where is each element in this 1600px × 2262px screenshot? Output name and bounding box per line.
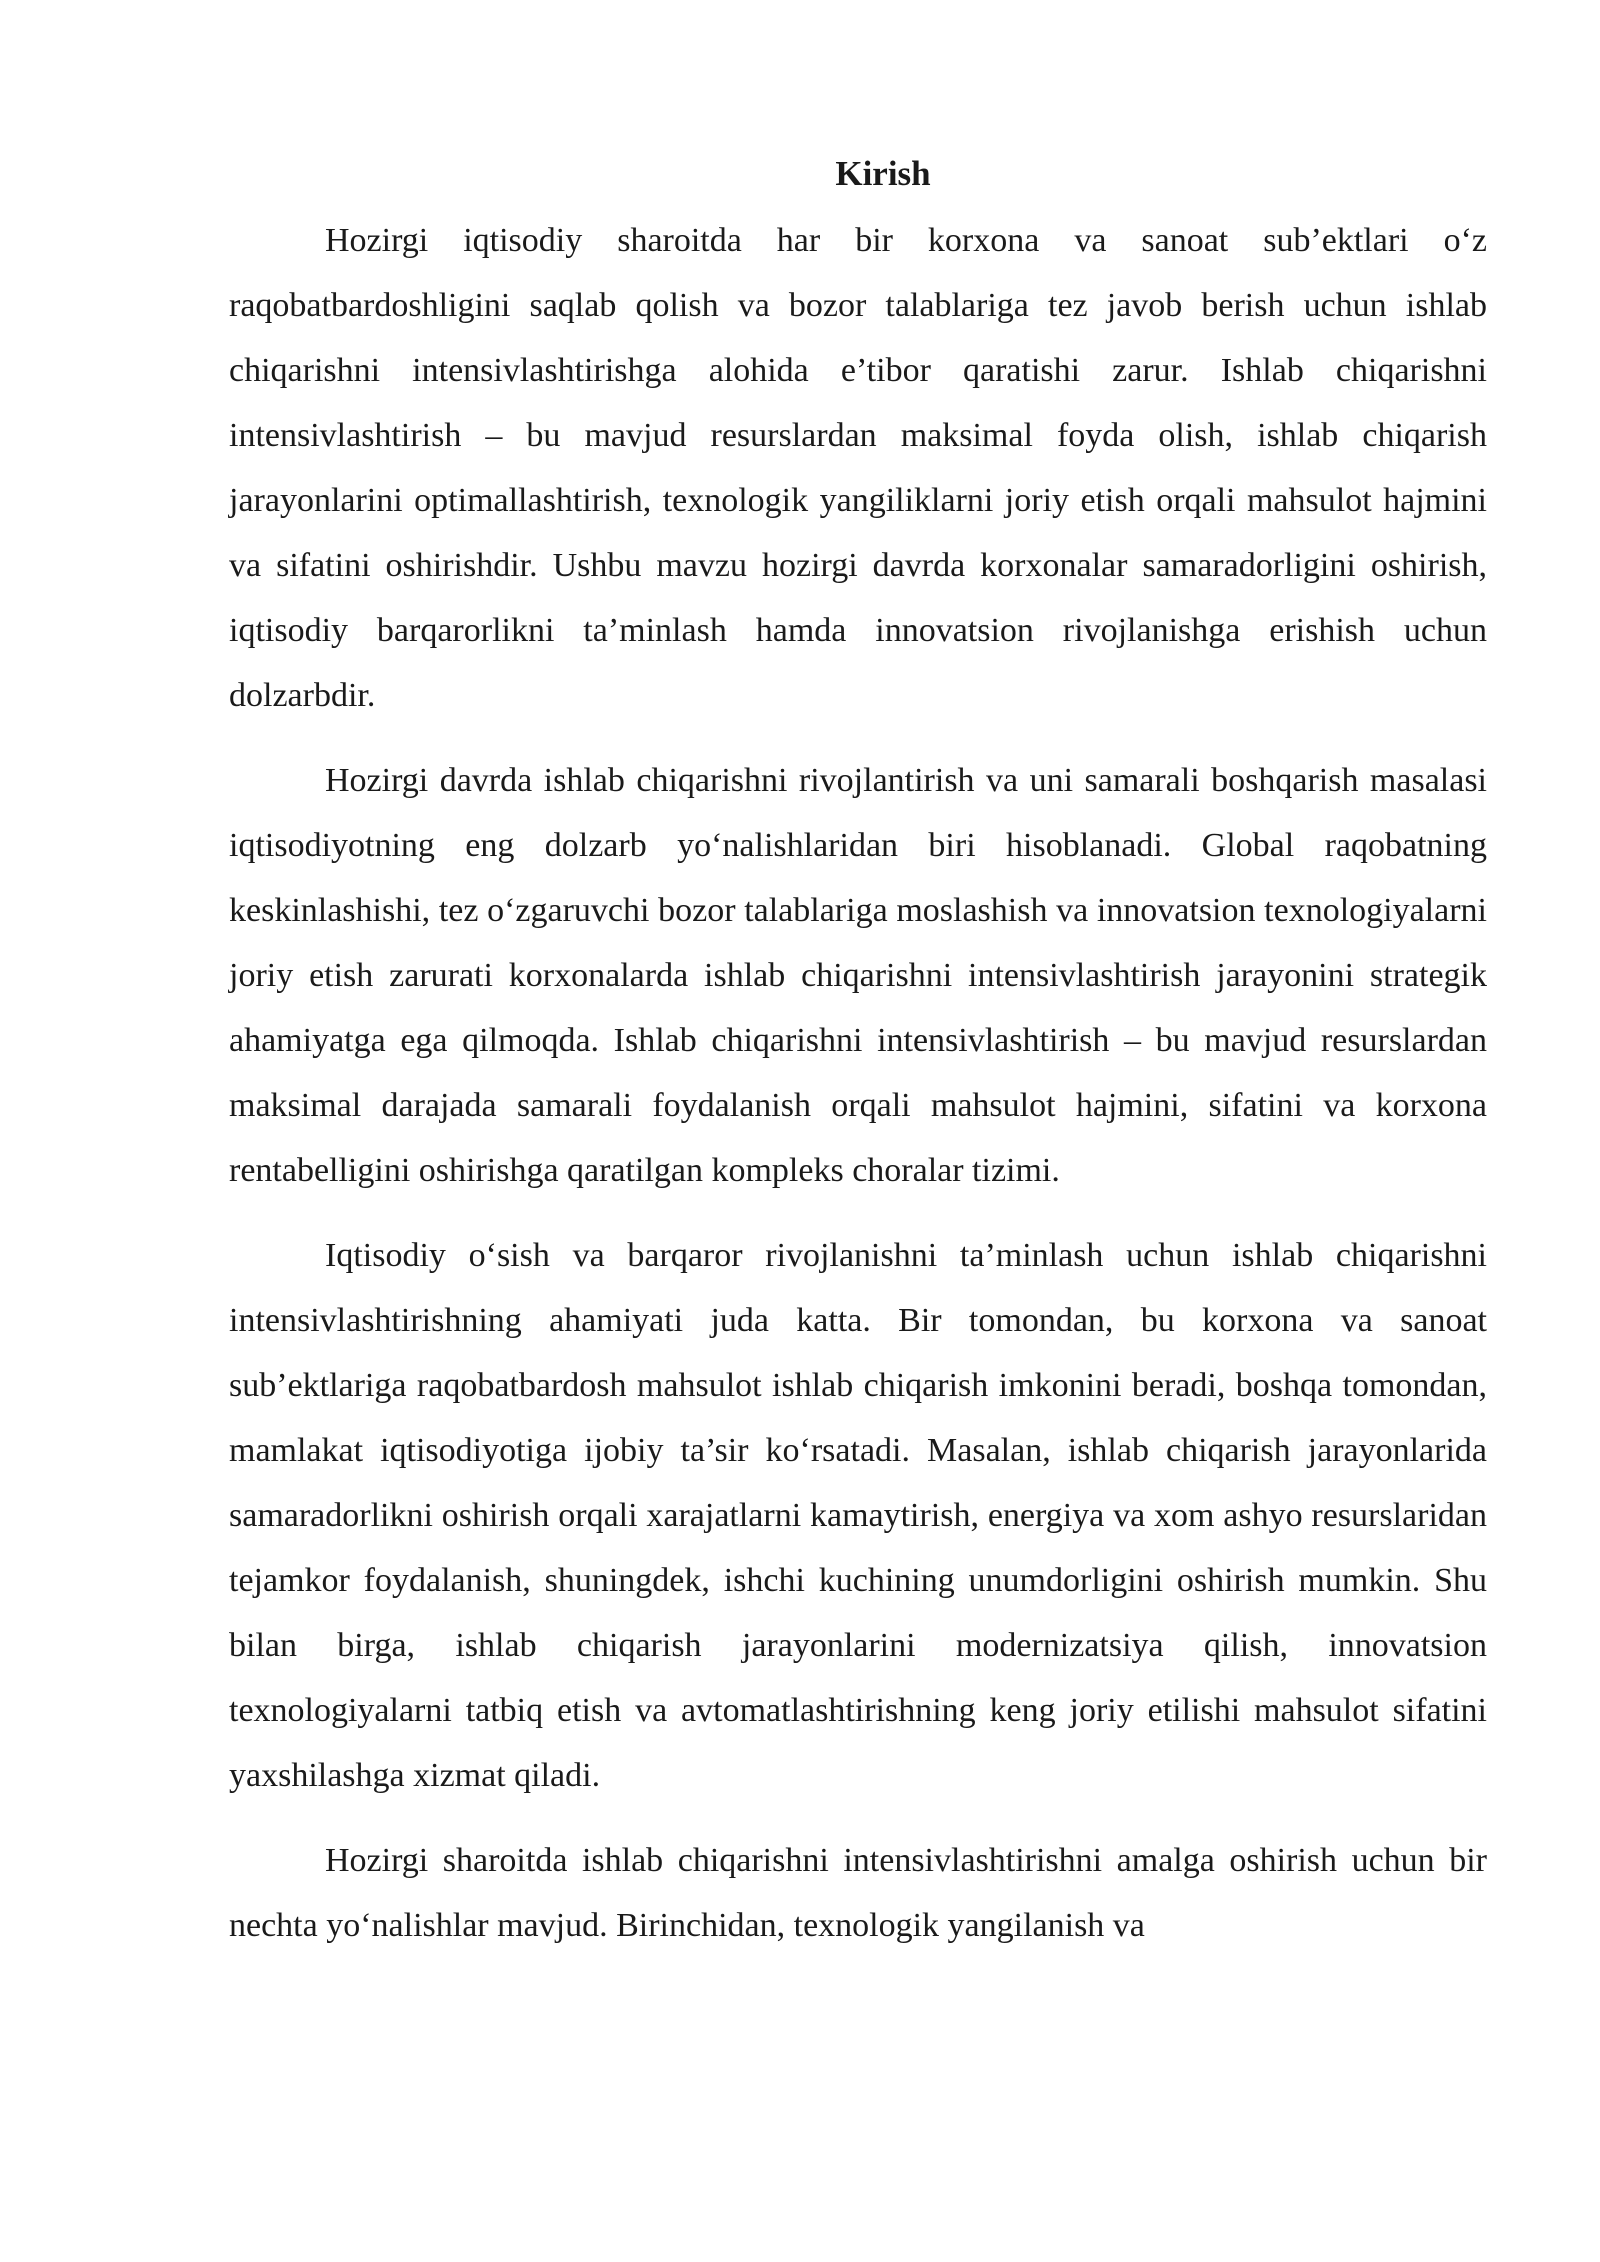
paragraph-3: Iqtisodiy o‘sish va barqaror rivojlanishni ta’minlash uchun ishlab chiqarishni intensivlashtirishning ahamiyati juda katta. Bir tomondan, bu korxona va sanoat sub’ektlariga raqobatbardosh mahsulot ishlab chiqarish imkonini beradi, boshqa tomondan, mamlakat iqtisodiyotiga ijobiy ta’sir ko‘rsatadi. Masalan, ishlab chiqarish jarayonlarida samaradorlikni oshirish orqali xarajatlarni kamaytirish, energiya va xom ashyo resurslaridan tejamkor foydalanish, shuningdek, ishchi kuchining unumdorligini oshirish mumkin. Shu bilan birga, ishlab chiqarish jarayonlarini modernizatsiya qilish, innovatsion texnologiyalarni tatbiq etish va avtomatlashtirishning keng joriy etilishi mahsulot sifatini yaxshilashga xizmat qiladi. — [229, 1237, 1487, 1794]
paragraph-1: Hozirgi iqtisodiy sharoitda har bir korxona va sanoat sub’ektlari o‘z raqobatbardoshligini saqlab qolish va bozor talablariga tez javob berish uchun ishlab chiqarishni intensivlashtirishga alohida e’tibor qaratishi zarur. Ishlab chiqarishni intensivlashtirish – bu mavjud resurslardan maksimal foyda olish, ishlab chiqarish jarayonlarini optimallashtirish, texnologik yangiliklarni joriy etish orqali mahsulot hajmini va sifatini oshirishdir. Ushbu mavzu hozirgi davrda korxonalar samaradorligini oshirish, iqtisodiy barqarorlikni ta’minlash hamda innovatsion rivojlanishga erishish uchun dolzarbdir. — [229, 222, 1487, 714]
document-body — [229, 148, 1487, 1978]
paragraph-2: Hozirgi davrda ishlab chiqarishni rivojlantirish va uni samarali boshqarish masalasi iqtisodiyotning eng dolzarb yo‘nalishlaridan biri hisoblanadi. Global raqobatning keskinlashishi, tez o‘zgaruvchi bozor talablariga moslashish va innovatsion texnologiyalarni joriy etish zarurati korxonalarda ishlab chiqarishni intensivlashtirish jarayonini strategik ahamiyatga ega qilmoqda. Ishlab chiqarishni intensivlashtirish – bu mavjud resurslardan maksimal darajada samarali foydalanish orqali mahsulot hajmini, sifatini va korxona rentabelligini oshirishga qaratilgan kompleks choralar tizimi. — [229, 762, 1487, 1189]
paragraph-4: Hozirgi sharoitda ishlab chiqarishni intensivlashtirishni amalga oshirish uchun bir nechta yo‘nalishlar mavjud. Birinchidan, texnologik yangilanish va — [229, 1842, 1487, 1944]
page-title: Kirish — [835, 154, 931, 193]
